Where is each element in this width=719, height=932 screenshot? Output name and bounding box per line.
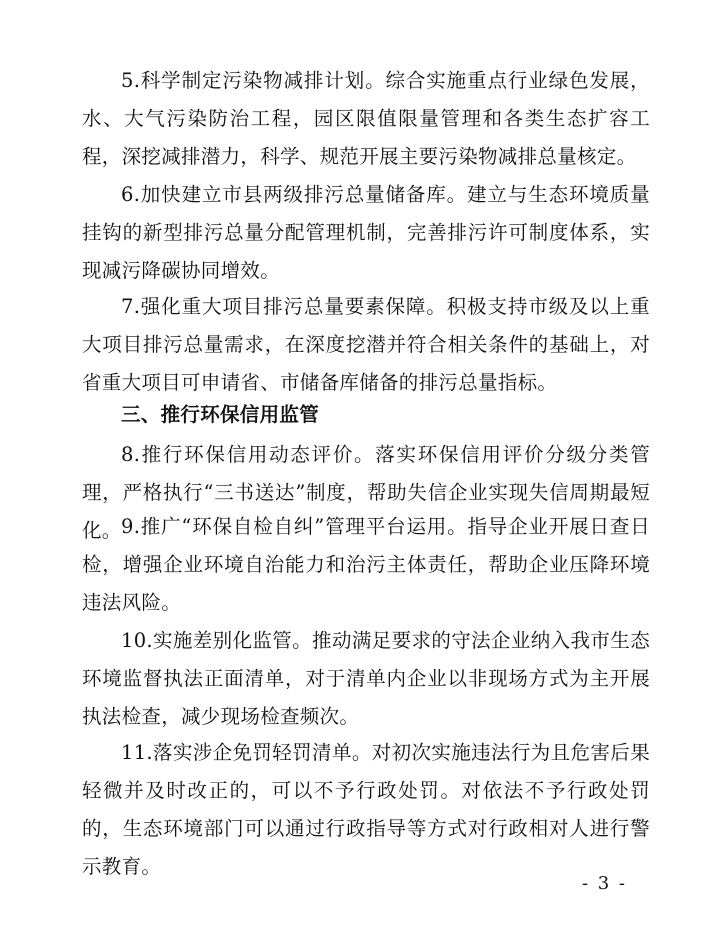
page-number: - 3 - — [581, 873, 627, 894]
paragraph-11: 11.落实涉企免罚轻罚清单。对初次实施违法行为且危害后果轻微并及时改正的，可以不予行政处罚。对依法不予行政处罚的，生态环境部门可以通过行政指导等方式对行政相对人进行警示教育。 — [82, 741, 650, 878]
paragraph-6: 6.加快建立市县两级排污总量储备库。建立与生态环境质量挂钩的新型排污总量分配管理机制，完善排污许可制度体系，实现减污降碳协同增效。 — [82, 183, 650, 282]
paragraph-7: 7.强化重大项目排污总量要素保障。积极支持市级及以上重大项目排污总量需求，在深度挖潜并符合相关条件的基础上，对省重大项目可申请省、市储备库储备的排污总量指标。 — [82, 295, 650, 394]
paragraph-10: 10.实施差别化监管。推动满足要求的守法企业纳入我市生态环境监督执法正面清单，对于清单内企业以非现场方式为主开展执法检查，减少现场检查频次。 — [82, 629, 650, 728]
section-heading: 三、推行环保信用监管 — [121, 403, 320, 426]
paragraph-5: 5.科学制定污染物减排计划。综合实施重点行业绿色发展，水、大气污染防治工程，园区限值限量管理和各类生态扩容工程，深挖减排潜力，科学、规范开展主要污染物减排总量核定。 — [82, 69, 650, 168]
paragraph-8: 8.推行环保信用动态评价。落实环保信用评价分级分类管理，严格执行“三书送达”制度，帮助失信企业实现失信周期最短化。 — [82, 443, 650, 542]
paragraph-9: 9.推广“环保自检自纠”管理平台运用。指导企业开展日查日检，增强企业环境自治能力和治污主体责任，帮助企业压降环境违法风险。 — [82, 515, 650, 614]
